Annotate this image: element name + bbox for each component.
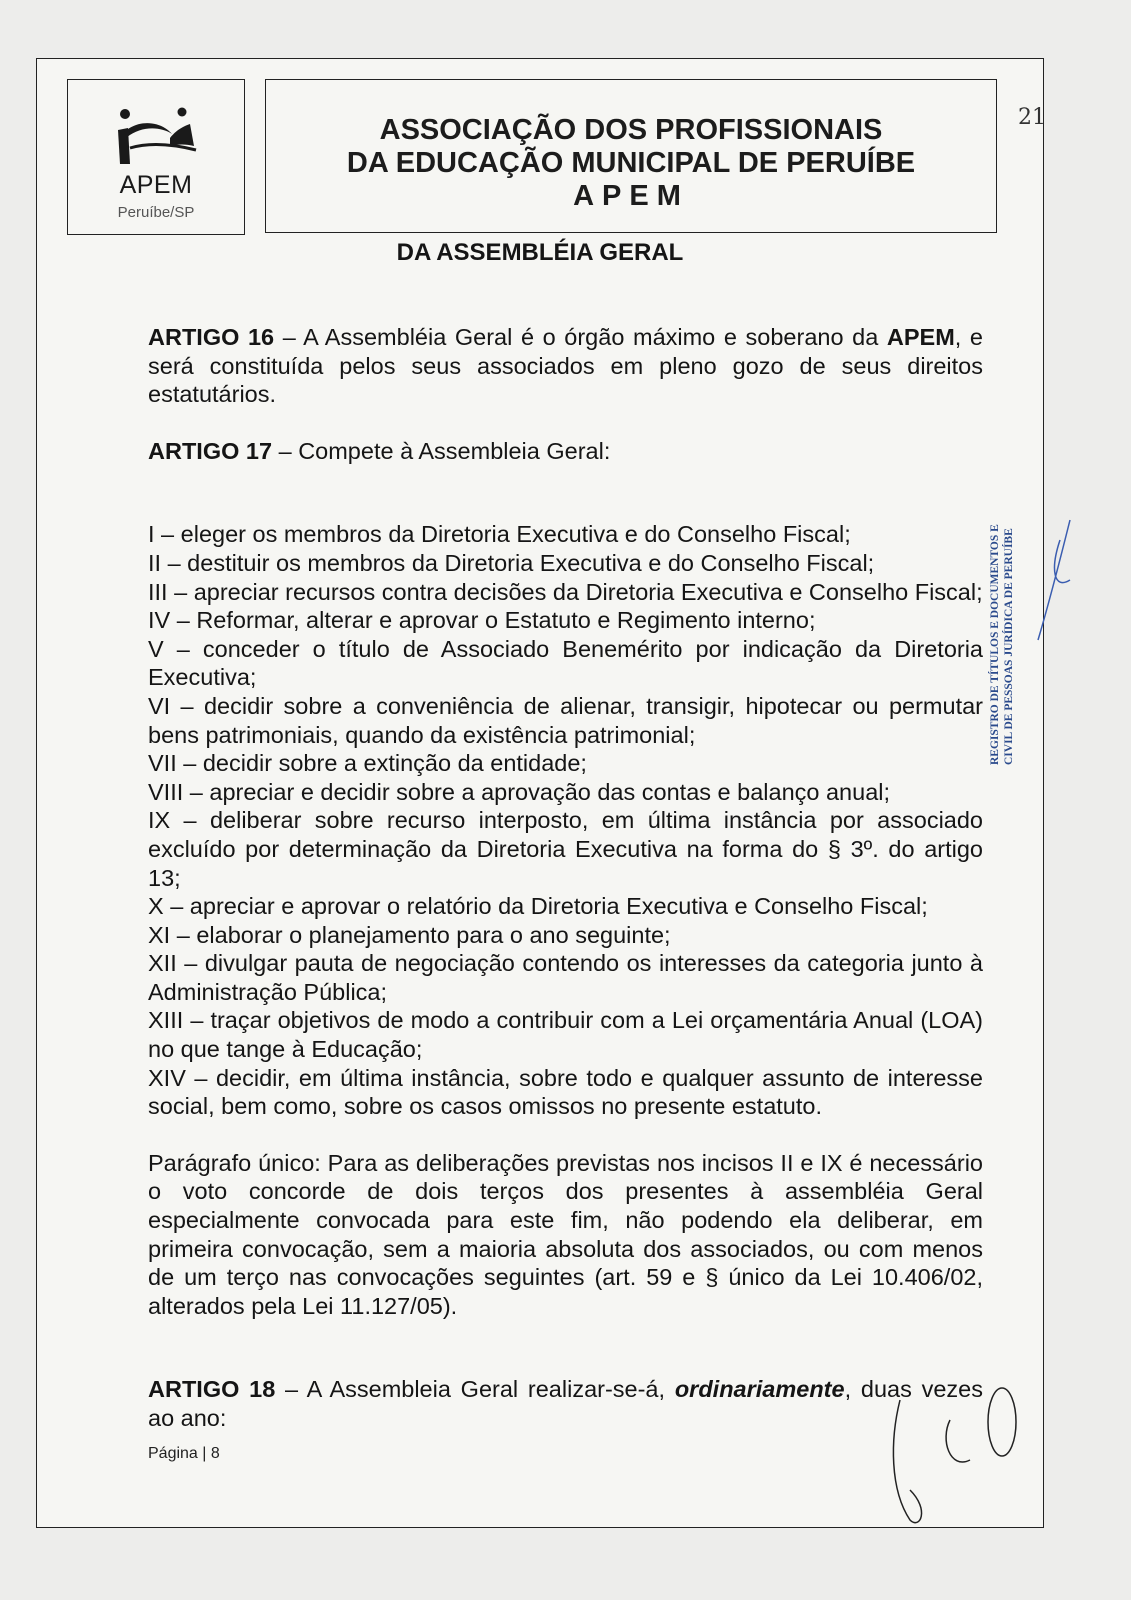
page-footer: Página | 8: [148, 1445, 220, 1462]
list-item: II – destituir os membros da Diretoria Executiva e do Conselho Fiscal;: [148, 549, 875, 576]
list-item: XII – divulgar pauta de negociação contendo os interesses da categoria junto à Administração Pública;: [148, 950, 983, 1005]
paragrafo-unico: Parágrafo único: Para as deliberações previstas nos incisos II e IX é necessário o voto concorde de dois terços dos presentes à assembléia Geral especialmente convocada para este fim, não podendo ela deliberar, em primeira convocação, sem a maioria absoluta dos associados, ou com menos de um terço nas convocações seguintes (art. 59 e § único da Lei 10.406/02, alterados pela Lei 11.127/05).: [148, 1149, 983, 1319]
stamp-line-1: REGISTRO DE TÍTULOS E DOCUMENTOS E: [989, 524, 1001, 765]
artigo-18: ARTIGO 18 – A Assembleia Geral realizar-se-á, ordinariamente, duas vezes ao ano:: [148, 1376, 984, 1431]
header-line-1: ASSOCIAÇÃO DOS PROFISSIONAIS: [379, 114, 883, 146]
logo-box: [67, 79, 245, 235]
logo-city: Peruíbe/SP: [117, 204, 195, 221]
list-item: XIII – traçar objetivos de modo a contribuir com a Lei orçamentária Anual (LOA) no que tange à Educação;: [148, 1007, 983, 1063]
header-box: [265, 79, 997, 233]
logo-name: APEM: [119, 171, 193, 199]
header-line-3: APEM: [573, 180, 689, 212]
list-item: IV – Reformar, alterar e aprovar o Estatuto e Regimento interno;: [148, 607, 816, 634]
list-item: I – eleger os membros da Diretoria Executiva e do Conselho Fiscal;: [148, 521, 851, 548]
handwritten-page-number: 21: [1018, 105, 1046, 130]
list-item: XI – elaborar o planejamento para o ano seguinte;: [148, 921, 671, 948]
header-line-2: DA EDUCAÇÃO MUNICIPAL DE PERUÍBE: [346, 147, 916, 179]
section-title: DA ASSEMBLÉIA GERAL: [396, 239, 684, 266]
artigo-16-label: ARTIGO 16: [148, 324, 275, 350]
artigo-17: ARTIGO 17 – Compete à Assembleia Geral:: [148, 437, 611, 464]
list-item: VIII – apreciar e decidir sobre a aprovação das contas e balanço anual;: [148, 778, 891, 805]
apem-logo-icon: [110, 104, 202, 166]
stamp-line-2: CIVIL DE PESSOAS JURÍDICA DE PERUÍBE: [1003, 528, 1015, 765]
list-item: VI – decidir sobre a conveniência de alienar, transigir, hipotecar ou permutar bens patrimoniais, quando da existência patrimonial;: [148, 692, 983, 748]
list-item: IX – deliberar sobre recurso interposto, em última instância por associado excluído por determinação da Diretoria Executiva na forma do § 3º. do artigo 13;: [148, 807, 983, 891]
document-body: [148, 323, 983, 1433]
signature-initials: [880, 1380, 1040, 1530]
list-item: V – conceder o título de Associado Benemérito por indicação da Diretoria Executiva;: [148, 635, 983, 691]
list-item: XIV – decidir, em última instância, sobre todo e qualquer assunto de interesse social, bem como, sobre os casos omissos no presente estatuto.: [148, 1064, 983, 1120]
artigo-17-label: ARTIGO 17: [148, 437, 273, 464]
document-page: [36, 58, 1044, 1528]
list-item: X – apreciar e aprovar o relatório da Diretoria Executiva e Conselho Fiscal;: [148, 893, 928, 920]
artigo-18-label: ARTIGO 18: [148, 1376, 276, 1403]
signature-mark: [1030, 480, 1080, 670]
list-item: VII – decidir sobre a extinção da entidade;: [148, 750, 587, 777]
list-item: III – apreciar recursos contra decisões da Diretoria Executiva e Conselho Fiscal;: [148, 578, 983, 605]
artigo-16: ARTIGO 16 – A Assembléia Geral é o órgão máximo e soberano da APEM, e será constituída pelos seus associados em pleno gozo de seus direitos estatutários.: [148, 324, 983, 408]
